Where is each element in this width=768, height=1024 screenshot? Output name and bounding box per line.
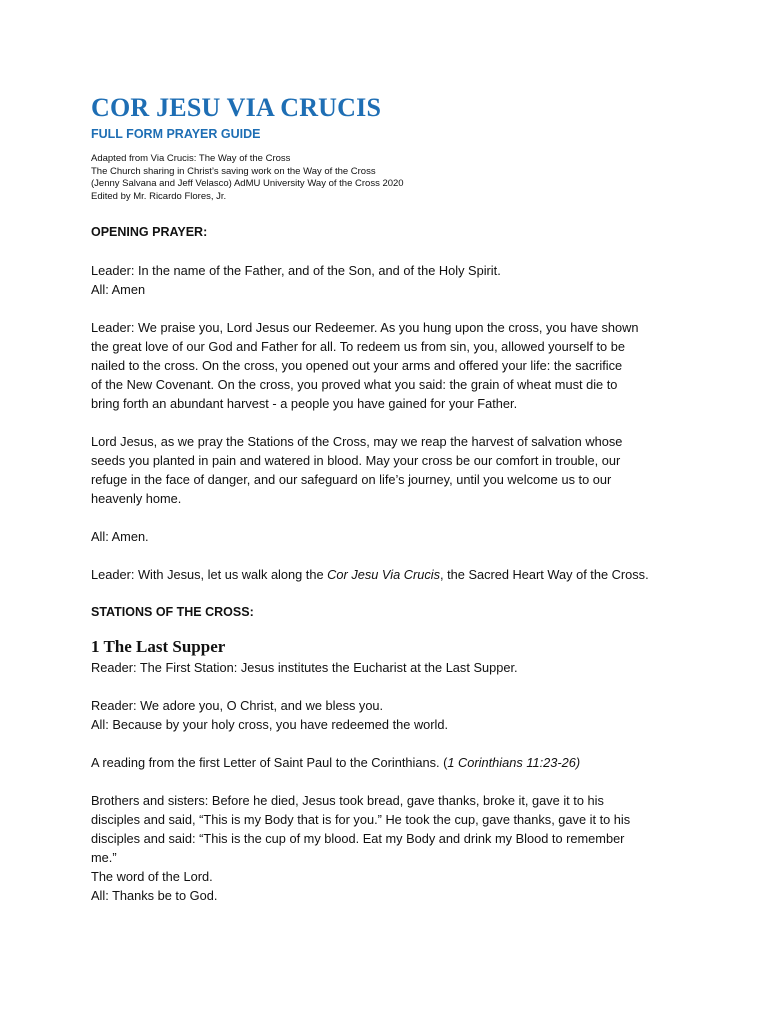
adoration-paragraph xyxy=(91,696,691,734)
text-line xyxy=(91,565,691,584)
reading-intro-paragraph xyxy=(91,753,691,772)
document-subtitle: FULL FORM PRAYER GUIDE xyxy=(91,127,261,141)
credit-line: Adapted from Via Crucis: The Way of the Cross xyxy=(91,153,291,164)
leader-prayer-paragraph xyxy=(91,318,691,413)
text-line: nailed to the cross. On the cross, you opened out your arms and offered your life: the sacrifice xyxy=(91,358,623,374)
text-line: All: Because by your holy cross, you have redeemed the world. xyxy=(91,717,449,733)
credit-line: The Church sharing in Christ’s saving work on the Way of the Cross xyxy=(91,165,376,177)
walk-line-start: Leader: With Jesus, let us walk along the xyxy=(91,567,328,583)
text-line: seeds you planted in pain and watered in blood. May your cross be our comfort in trouble, our xyxy=(91,453,621,469)
text-line: All: Amen xyxy=(91,282,146,298)
text-line: disciples and said, “This is my Body that is for you.” He took the cup, gave thanks, gave it to his xyxy=(91,812,631,828)
credits-block xyxy=(91,153,691,203)
text-line: refuge in the face of danger, and our safeguard on life’s journey, until you welcome us to our xyxy=(91,472,612,488)
text-line: The word of the Lord. xyxy=(91,869,213,885)
opening-prayer-heading: OPENING PRAYER: xyxy=(91,225,208,240)
walk-line-emphasis: Cor Jesu Via Crucis xyxy=(327,567,440,583)
station-1-announcement: Reader: The First Station: Jesus institutes the Eucharist at the Last Supper. xyxy=(91,660,518,676)
document-title: COR JESU VIA CRUCIS xyxy=(91,93,382,122)
walk-line-end: , the Sacred Heart Way of the Cross. xyxy=(440,567,649,583)
text-line: All: Thanks be to God. xyxy=(91,888,218,904)
all-amen-line: All: Amen. xyxy=(91,529,149,545)
walk-along-paragraph xyxy=(91,565,691,584)
stations-heading: STATIONS OF THE CROSS: xyxy=(91,605,254,620)
text-line: Brothers and sisters: Before he died, Jesus took bread, gave thanks, broke it, gave it to his xyxy=(91,793,604,809)
opening-call-paragraph xyxy=(91,261,691,299)
reading-paragraph xyxy=(91,791,691,905)
credit-line: (Jenny Salvana and Jeff Velasco) AdMU University Way of the Cross 2020 xyxy=(91,178,404,190)
text-line: me.” xyxy=(91,850,117,866)
text-line: Lord Jesus, as we pray the Stations of the Cross, may we reap the harvest of salvation whose xyxy=(91,434,623,450)
reading-reference: 1 Corinthians 11:23-26) xyxy=(447,755,581,771)
text-line: of the New Covenant. On the cross, you proved what you said: the grain of wheat must die to xyxy=(91,377,618,393)
text-line xyxy=(91,753,691,772)
document-content xyxy=(91,92,691,905)
text-line: Reader: We adore you, O Christ, and we bless you. xyxy=(91,698,384,714)
station-1-title: 1 The Last Supper xyxy=(91,637,226,657)
text-line: disciples and said: “This is the cup of my blood. Eat my Body and drink my Blood to remember xyxy=(91,831,625,847)
text-line: the great love of our God and Father for all. To redeem us from sin, you, allowed yourself to be xyxy=(91,339,625,355)
credit-line: Edited by Mr. Ricardo Flores, Jr. xyxy=(91,190,227,202)
text-line: bring forth an abundant harvest - a people you have gained for your Father. xyxy=(91,396,518,412)
text-line: Leader: In the name of the Father, and of the Son, and of the Holy Spirit. xyxy=(91,263,501,279)
reading-intro: A reading from the first Letter of Saint Paul to the Corinthians. ( xyxy=(91,755,448,771)
text-line: Leader: We praise you, Lord Jesus our Redeemer. As you hung upon the cross, you have shown xyxy=(91,320,639,336)
text-line: heavenly home. xyxy=(91,491,182,507)
lord-jesus-paragraph xyxy=(91,432,691,508)
